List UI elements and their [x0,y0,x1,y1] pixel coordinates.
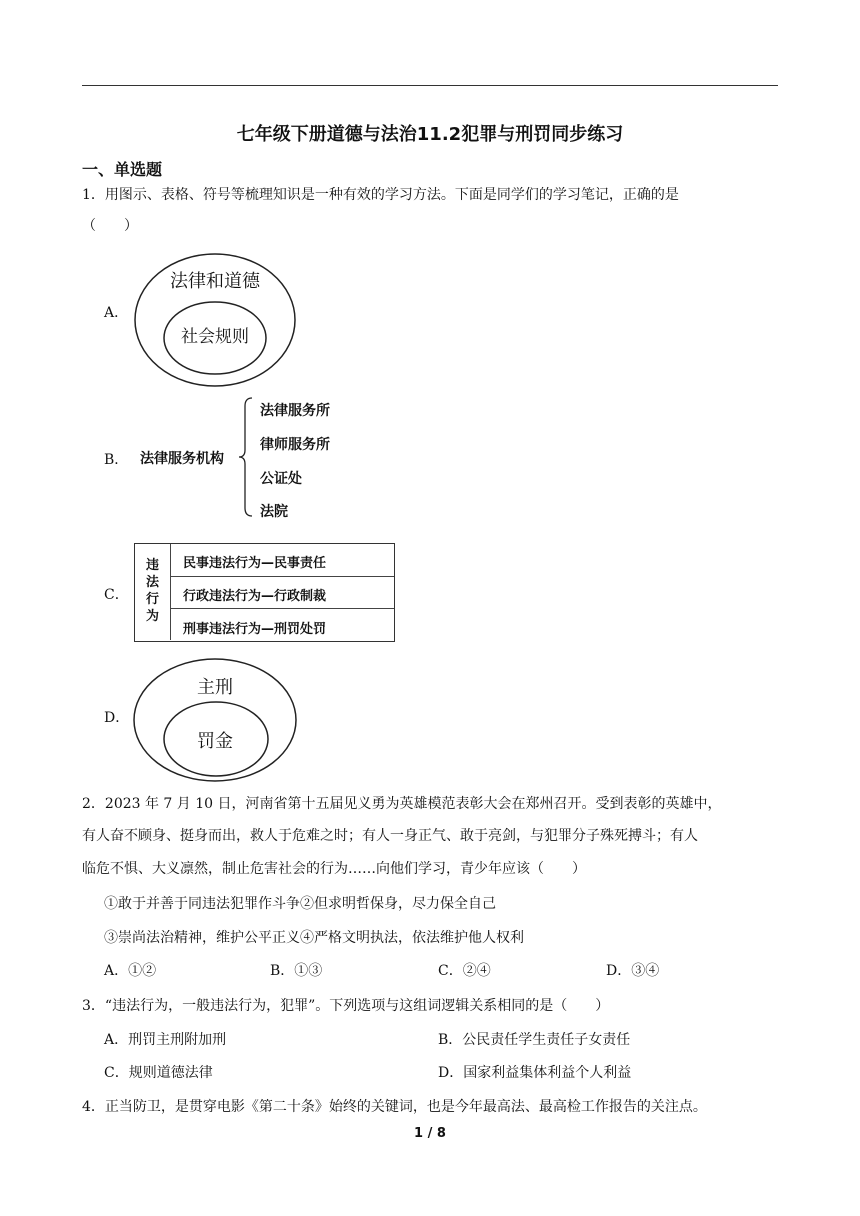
q2-stem-line: 2．2023 年 7 月 10 日，河南省第十五届见义勇为英雄模范表彰大会在郑州召开。受到表彰的英雄中， [82,796,722,812]
q1-option-b-item: 法院 [260,504,288,520]
q2-option-b: B．①③ [270,963,323,979]
table-row: 民事违法行为—民事责任 [183,556,327,571]
section-heading: 一、单选题 [82,160,163,179]
table-row: 刑事违法行为—刑罚处罚 [183,622,327,637]
q3-option-c: C．规则道德法律 [104,1065,213,1081]
table-header-char: 行 [145,592,159,607]
q1-option-d-diagram [133,658,297,782]
q4-stem: 4．正当防卫，是贯穿电影《第二十条》始终的关键词，也是今年最高法、最高检工作报告的关注点。 [82,1099,707,1115]
q2-statements: ①敢于并善于同违法犯罪作斗争②但求明哲保身，尽力保全自己 [104,896,496,912]
q3-stem: 3．“违法行为，一般违法行为，犯罪”。下列选项与这组词逻辑关系相同的是（ ） [82,998,610,1014]
page-number: 1 / 8 [414,1126,446,1141]
table-row: 行政违法行为—行政制裁 [183,589,327,604]
q3-option-d: D．国家利益集体利益个人利益 [438,1065,632,1081]
table-header [135,557,170,625]
table-row-divider [170,576,394,577]
q1-stem: 1．用图示、表格、符号等梳理知识是一种有效的学习方法。下面是同学们的学习笔记，正确的是 [82,187,679,203]
page-title: 七年级下册道德与法治11.2犯罪与刑罚同步练习 [236,124,624,145]
table-row-divider [170,608,394,609]
q1-option-b-item: 律师服务所 [260,437,330,453]
q1-option-c-label: C． [104,587,129,603]
q3-option-b: B．公民责任学生责任子女责任 [438,1032,631,1048]
table-divider [170,544,171,640]
venn-a-inner-label: 社会规则 [181,327,249,347]
table-header-char: 法 [145,575,159,590]
venn-d-outer-label: 主刑 [197,677,233,698]
q2-option-d: D．③④ [606,963,660,979]
q1-stem-paren: （ ） [82,218,138,234]
q1-option-b-label: B． [104,452,129,468]
table-header-char: 为 [145,609,159,624]
q2-statements: ③崇尚法治精神，维护公平正义④严格文明执法，依法维护他人权利 [104,930,524,946]
q1-option-b-item: 公证处 [260,471,302,487]
brace-icon [238,396,256,518]
q1-option-b-root: 法律服务机构 [140,451,224,467]
q2-option-a: A．①② [104,963,157,979]
header-rule [82,85,778,86]
q1-option-b-item: 法律服务所 [260,403,330,419]
q2-stem-line: 临危不惧、大义凛然，制止危害社会的行为……向他们学习，青少年应该（ ） [82,861,586,877]
q1-option-c-table [134,543,395,642]
q2-option-c: C．②④ [438,963,491,979]
q2-stem-line: 有人奋不顾身、挺身而出，救人于危难之时；有人一身正气、敢于亮剑，与犯罪分子殊死搏斗；有人 [82,828,698,844]
q1-option-d-label: D． [104,710,130,726]
q1-option-a-diagram [134,253,296,387]
q3-option-a: A．刑罚主刑附加刑 [104,1032,227,1048]
venn-d-inner-label: 罚金 [197,731,233,752]
table-header-char: 违 [145,558,159,573]
q1-option-a-label: A． [104,305,129,321]
venn-a-outer-label: 法律和道德 [170,271,260,292]
